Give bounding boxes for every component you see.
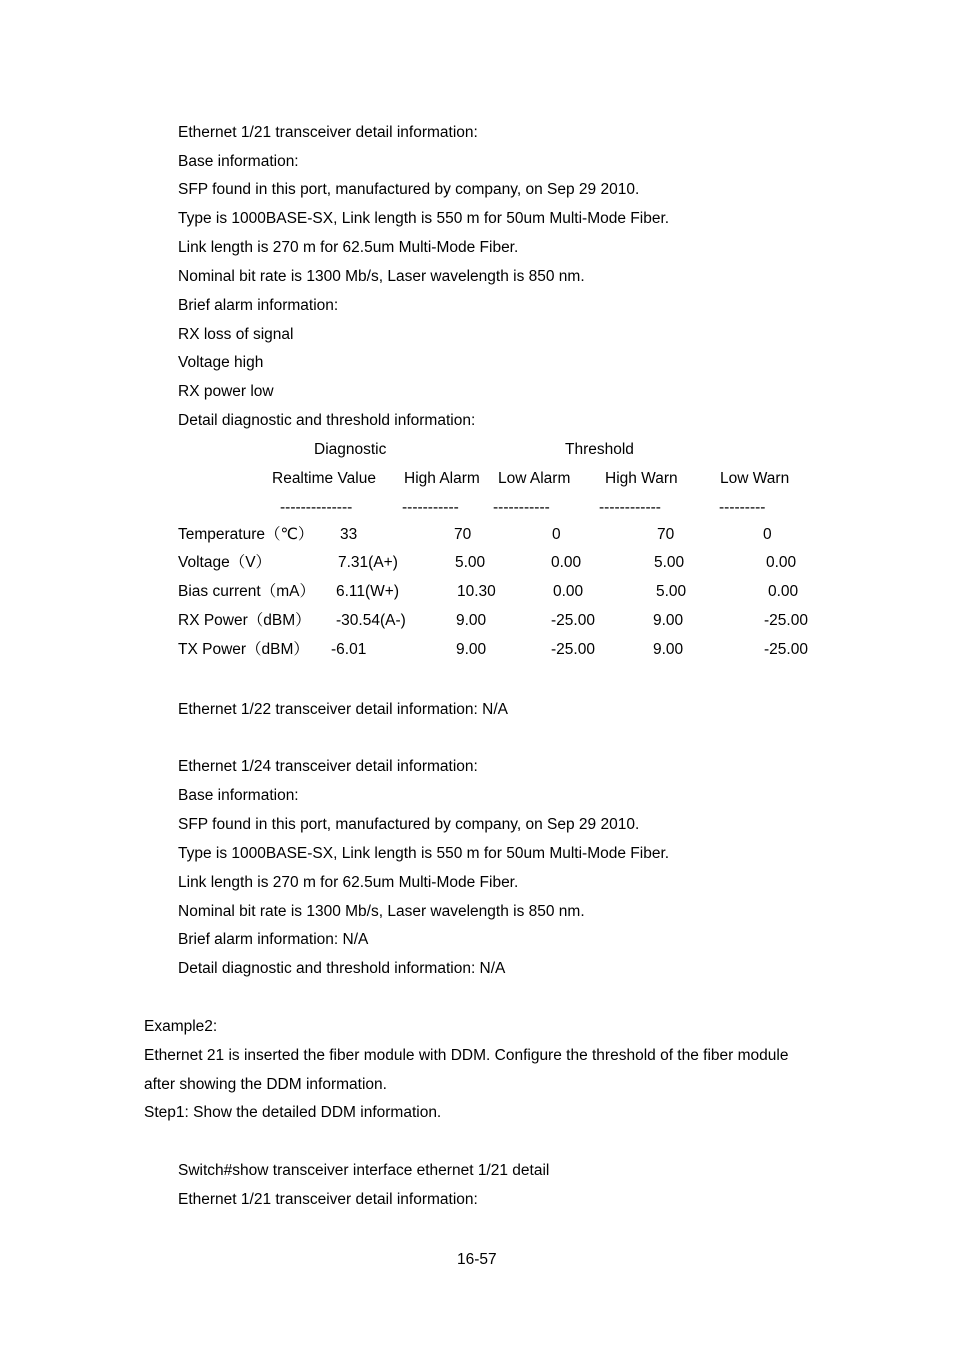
text-line: Link length is 270 m for 62.5um Multi-Mode Fiber. bbox=[178, 874, 519, 891]
table-cell: 0.00 bbox=[766, 554, 797, 571]
table-column-header: Low Warn bbox=[720, 470, 790, 487]
table-column-header: Low Alarm bbox=[498, 470, 571, 487]
table-cell: 7.31(A+) bbox=[338, 554, 398, 571]
table-separator: --------- bbox=[719, 499, 766, 516]
text-line: Ethernet 1/22 transceiver detail information: N/A bbox=[178, 701, 508, 718]
text-line: Type is 1000BASE-SX, Link length is 550 m for 50um Multi-Mode Fiber. bbox=[178, 210, 670, 227]
table-row-label: Bias current（mA） bbox=[178, 583, 315, 600]
text-line: Type is 1000BASE-SX, Link length is 550 m for 50um Multi-Mode Fiber. bbox=[178, 845, 670, 862]
paragraph-line: after showing the DDM information. bbox=[144, 1076, 387, 1093]
table-row-label: Temperature（℃） bbox=[178, 526, 314, 543]
table-cell: 0.00 bbox=[768, 583, 799, 600]
text-line: Voltage high bbox=[178, 354, 264, 371]
table-cell: -6.01 bbox=[331, 641, 367, 658]
text-line: Detail diagnostic and threshold information: N/A bbox=[178, 960, 506, 977]
table-cell: 9.00 bbox=[653, 612, 684, 629]
text-line: RX loss of signal bbox=[178, 326, 294, 343]
command-line: Switch#show transceiver interface ethernet 1/21 detail bbox=[178, 1162, 550, 1179]
table-cell: 70 bbox=[657, 526, 675, 543]
step-text: Step1: Show the detailed DDM information. bbox=[144, 1104, 442, 1121]
table-cell: 33 bbox=[340, 526, 358, 543]
table-cell: 5.00 bbox=[656, 583, 687, 600]
paragraph-line: Ethernet 21 is inserted the fiber module with DDM. Configure the threshold of the fiber module bbox=[144, 1047, 789, 1064]
table-group-header: Diagnostic bbox=[314, 441, 387, 458]
table-cell: 10.30 bbox=[457, 583, 496, 600]
table-cell: 0.00 bbox=[551, 554, 582, 571]
table-row-label: RX Power（dBM） bbox=[178, 612, 311, 629]
text-line: Brief alarm information: N/A bbox=[178, 931, 369, 948]
table-separator: ----------- bbox=[493, 499, 550, 516]
text-line: Detail diagnostic and threshold information: bbox=[178, 412, 476, 429]
table-column-header: Realtime Value bbox=[272, 470, 376, 487]
text-line: Brief alarm information: bbox=[178, 297, 339, 314]
table-row-label: TX Power（dBM） bbox=[178, 641, 309, 658]
text-line: Ethernet 1/21 transceiver detail information: bbox=[178, 1191, 478, 1208]
page-number: 16-57 bbox=[457, 1251, 497, 1268]
table-group-header: Threshold bbox=[565, 441, 634, 458]
table-cell: 5.00 bbox=[455, 554, 486, 571]
text-line: SFP found in this port, manufactured by company, on Sep 29 2010. bbox=[178, 816, 640, 833]
table-cell: -25.00 bbox=[764, 612, 808, 629]
table-cell: 9.00 bbox=[456, 612, 487, 629]
table-row-label: Voltage（V） bbox=[178, 554, 272, 571]
table-column-header: High Warn bbox=[605, 470, 678, 487]
text-line: Ethernet 1/24 transceiver detail information: bbox=[178, 758, 478, 775]
table-cell: 5.00 bbox=[654, 554, 685, 571]
text-line: Base information: bbox=[178, 787, 299, 804]
table-cell: 6.11(W+) bbox=[336, 583, 400, 600]
text-line: Nominal bit rate is 1300 Mb/s, Laser wavelength is 850 nm. bbox=[178, 268, 585, 285]
text-line: RX power low bbox=[178, 383, 274, 400]
table-separator: ------------ bbox=[599, 499, 661, 516]
table-column-header: High Alarm bbox=[404, 470, 480, 487]
text-line: Link length is 270 m for 62.5um Multi-Mode Fiber. bbox=[178, 239, 519, 256]
table-cell: 9.00 bbox=[653, 641, 684, 658]
table-cell: 0 bbox=[552, 526, 561, 543]
table-cell: -30.54(A-) bbox=[336, 612, 406, 629]
table-separator: -------------- bbox=[280, 499, 353, 516]
text-line: Ethernet 1/21 transceiver detail information: bbox=[178, 124, 478, 141]
text-line: SFP found in this port, manufactured by company, on Sep 29 2010. bbox=[178, 181, 640, 198]
table-cell: -25.00 bbox=[764, 641, 808, 658]
table-separator: ----------- bbox=[402, 499, 459, 516]
table-cell: 0 bbox=[763, 526, 772, 543]
table-cell: -25.00 bbox=[551, 641, 595, 658]
table-cell: -25.00 bbox=[551, 612, 595, 629]
table-cell: 0.00 bbox=[553, 583, 584, 600]
table-cell: 70 bbox=[454, 526, 472, 543]
table-cell: 9.00 bbox=[456, 641, 487, 658]
text-line: Base information: bbox=[178, 153, 299, 170]
text-line: Nominal bit rate is 1300 Mb/s, Laser wavelength is 850 nm. bbox=[178, 903, 585, 920]
example-title: Example2: bbox=[144, 1018, 218, 1035]
